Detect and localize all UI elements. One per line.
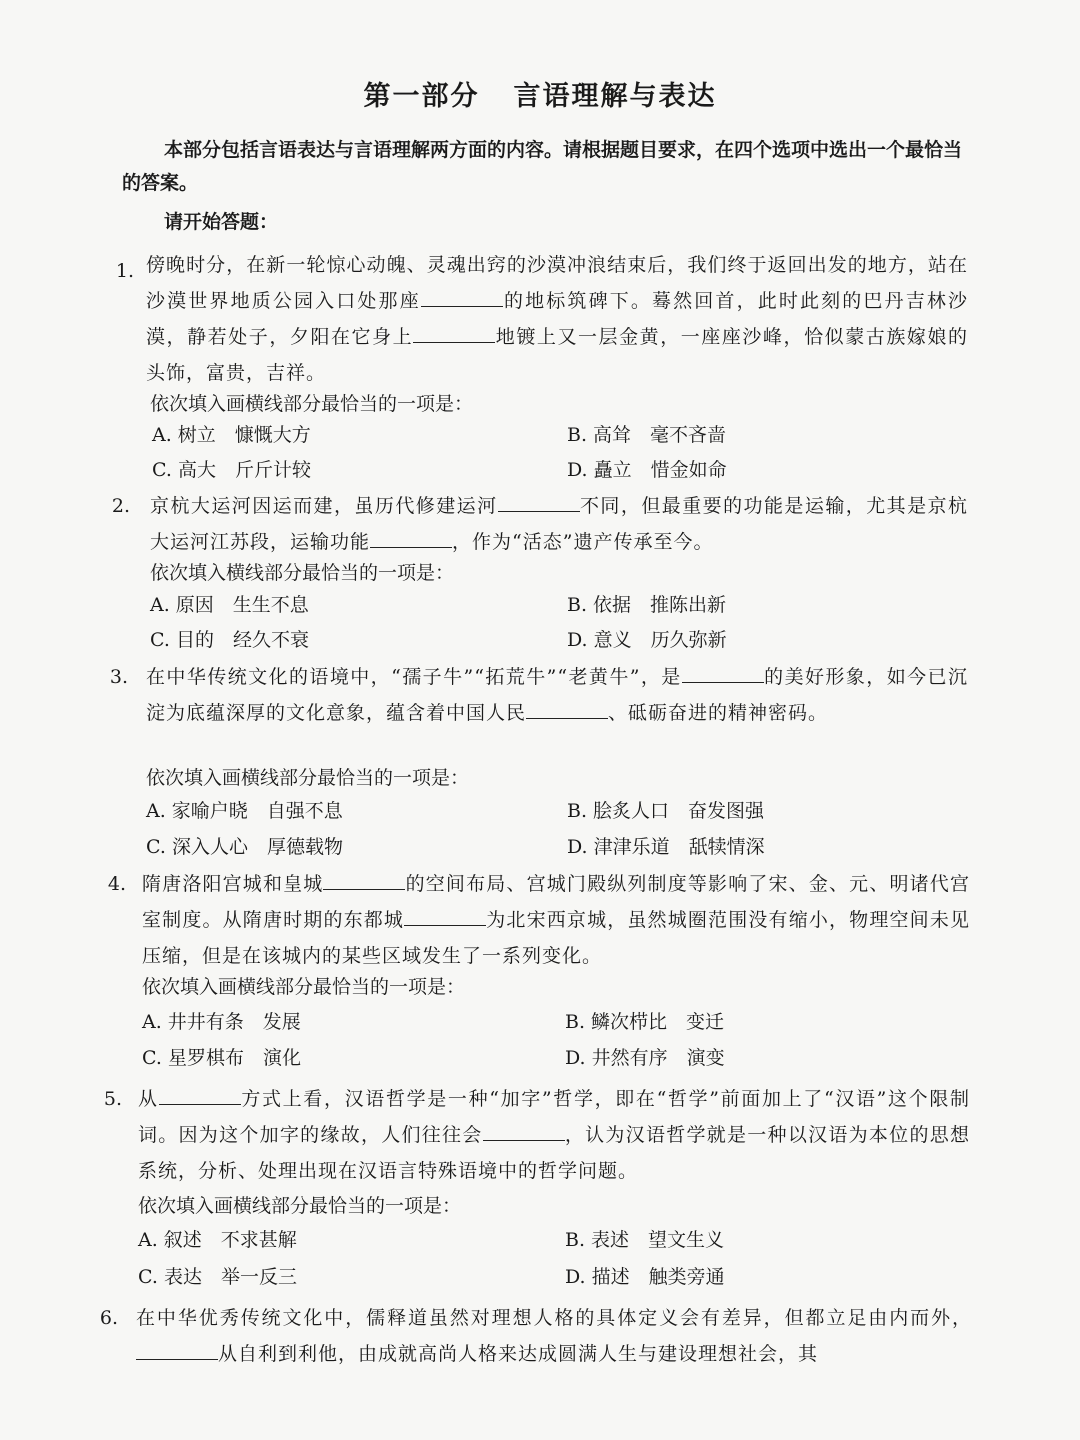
- option-c[interactable]: C. 深入人心 厚德载物: [146, 836, 343, 858]
- question-prompt: 依次填入画横线部分最恰当的一项是：: [146, 767, 470, 789]
- instructions: [122, 134, 972, 239]
- question-stem: 在中华传统文化的语境中，“孺子牛”“拓荒牛”“老黄牛”，是 的美好形象，如今已沉淀为底蕴深厚的文化意象，蕴含着中国人民 、砥砺奋进的精神密码。: [146, 659, 968, 731]
- option-d[interactable]: D. 描述 触类旁通: [565, 1266, 725, 1288]
- answer-blank: [370, 528, 452, 548]
- question-stem: 京杭大运河因运而建，虽历代修建运河 不同，但最重要的功能是运输，尤其是京杭大运河江苏段，运输功能 ，作为“活态”遗产传承至今。: [150, 488, 968, 560]
- answer-blank: [421, 287, 503, 307]
- option-c[interactable]: C. 星罗棋布 演化: [142, 1047, 301, 1069]
- option-a[interactable]: A. 家喻户晓 自强不息: [146, 800, 343, 822]
- question-stem: 从 方式上看，汉语哲学是一种“加字”哲学，即在“哲学”前面加上了“汉语”这个限制词。因为这个加字的缘故，人们往往会 ，认为汉语哲学就是一种以汉语为本位的思想系统，分析、处理出现在汉语言特殊语境中的哲学问题。: [138, 1081, 970, 1189]
- question-prompt: 依次填入横线部分最恰当的一项是：: [150, 562, 455, 584]
- question-number: 2.: [111, 495, 130, 517]
- answer-blank: [404, 906, 486, 926]
- answer-blank: [526, 699, 608, 719]
- question-prompt: 依次填入画横线部分最恰当的一项是：: [142, 976, 466, 998]
- question-stem: 傍晚时分，在新一轮惊心动魄、灵魂出窍的沙漠冲浪结束后，我们终于返回出发的地方，站在沙漠世界地质公园入口处那座 的地标筑碑下。蓦然回首，此时此刻的巴丹吉林沙漠，静若处子，夕阳在它身上 地镀上又一层金黄，一座座沙峰，恰似蒙古族嫁娘的头饰，富贵，吉祥。: [146, 254, 968, 384]
- question-number: 5.: [103, 1088, 122, 1110]
- question-prompt: 依次填入画横线部分最恰当的一项是：: [150, 393, 474, 415]
- option-b[interactable]: B. 表述 望文生义: [565, 1229, 725, 1251]
- question-stem: 在中华优秀传统文化中，儒释道虽然对理想人格的具体定义会有差异，但都立足由内而外，从自利到利他，由成就高尚人格来达成圆满人生与建设理想社会，其: [136, 1307, 972, 1365]
- option-b[interactable]: B. 脍炙人口 奋发图强: [567, 800, 765, 822]
- section-label: 第一部分: [363, 81, 480, 112]
- answer-blank: [483, 1121, 565, 1141]
- option-d[interactable]: D. 意义 历久弥新: [567, 629, 727, 651]
- section-name: 言语理解与表达: [513, 81, 717, 112]
- answer-blank: [159, 1085, 241, 1105]
- question-number: 3.: [109, 666, 128, 688]
- answer-blank: [323, 870, 405, 890]
- option-b[interactable]: B. 鳞次栉比 变迁: [565, 1011, 725, 1033]
- option-d[interactable]: D. 津津乐道 舐犊情深: [567, 836, 765, 858]
- answer-blank: [136, 1340, 218, 1360]
- question-prompt: 依次填入画横线部分最恰当的一项是：: [138, 1195, 462, 1217]
- option-a[interactable]: A. 叙述 不求甚解: [138, 1229, 297, 1251]
- answer-blank: [498, 492, 580, 512]
- option-b[interactable]: B. 依据 推陈出新: [567, 594, 727, 616]
- start-prompt: 请开始答题：: [164, 211, 279, 233]
- option-c[interactable]: C. 表达 举一反三: [138, 1266, 297, 1288]
- section-title: [0, 74, 1080, 113]
- option-a[interactable]: A. 井井有条 发展: [142, 1011, 301, 1033]
- question-number: 4.: [107, 873, 126, 895]
- option-c[interactable]: C. 目的 经久不衰: [150, 629, 309, 651]
- option-d[interactable]: D. 井然有序 演变: [565, 1047, 725, 1069]
- instructions-text: 本部分包括言语表达与言语理解两方面的内容。请根据题目要求，在四个选项中选出一个最恰当的答案。: [122, 139, 963, 194]
- option-c[interactable]: C. 高大 斤斤计较: [152, 459, 311, 481]
- answer-blank: [682, 663, 764, 683]
- question-number: 1.: [115, 260, 134, 282]
- option-b[interactable]: B. 高耸 毫不吝啬: [567, 424, 727, 446]
- answer-blank: [413, 323, 495, 343]
- option-d[interactable]: D. 矗立 惜金如命: [567, 459, 727, 481]
- option-a[interactable]: A. 原因 生生不息: [150, 594, 309, 616]
- question-stem: 隋唐洛阳宫城和皇城 的空间布局、宫城门殿纵列制度等影响了宋、金、元、明诸代宫室制度。从隋唐时期的东都城 为北宋西京城，虽然城圈范围没有缩小，物理空间未见压缩，但是在该城内的某些区域发生了一系列变化。: [142, 866, 970, 974]
- option-a[interactable]: A. 树立 慷慨大方: [152, 424, 311, 446]
- question-number: 6.: [99, 1307, 118, 1329]
